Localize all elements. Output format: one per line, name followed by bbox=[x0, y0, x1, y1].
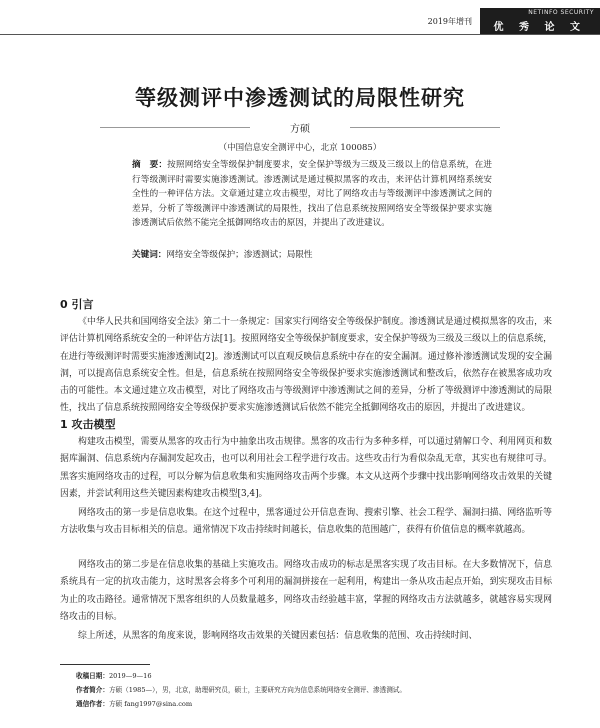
author-affiliation: （中国信息安全测评中心，北京 100085） bbox=[218, 143, 382, 153]
paragraph: 《中华人民共和国网络安全法》第二十一条规定：国家实行网络安全等级保护制度。渗透测试是通过模拟黑客的攻击，来评估计算机网络系统安全的一种评估方法[1]。按照网络安全等级保护制度要求，安全保护等级为三级及三级以上的信息系统，在进行等级测评时需要实施渗透测试[2]。渗透测试可以直观反映信息系统中存在的安全漏洞。通过修补渗透测试发现的安全漏洞，可以提高信息系统安全性。但是，信息系统在按照网络安全等级保护要求实施渗透测试和整改后，依然存在被黑客成功攻击的可能性。本文通过建立攻击模型，对比了网络攻击与等级测评中渗透测试之间的差异，分析了等级测评中渗透测试的局限性，找出了信息系统按照网络安全等级保护要求实施渗透测试后依然不能完全抵御网络攻击的原因，并提出了改进建议。 bbox=[60, 317, 552, 414]
abstract-text: 按照网络安全等级保护制度要求，安全保护等级为三级及三级以上的信息系统，在进行等级测评时需要实施渗透测试。渗透测试是通过模拟黑客的攻击，来评估计算机网络系统安全性的一种评估方法。文章通过建立攻击模型，对比了网络攻击与等级测评中渗透测试之间的差异，分析了等级测评中渗透测试的局限性，找出了信息系统按照网络安全等级保护要求实施渗透测试后依然不能完全抵御网络攻击的原因，并提出了改进建议。 bbox=[132, 160, 492, 229]
section-label: 优 秀 论 文 bbox=[493, 22, 586, 33]
author-rule-right bbox=[350, 127, 500, 128]
paragraph: 构建攻击模型，需要从黑客的攻击行为中抽象出攻击规律。黑客的攻击行为多种多样，可以通过猜解口令、利用网页和数据库漏洞、信息系统内存漏洞发起攻击，也可以利用社会工程学进行攻击。这些攻击行为看似杂乱无章，其实也有规律可寻。黑客实施网络攻击的过程，可以分解为信息收集和实施网络攻击两个步骤。本文从这两个步骤中找出影响网络攻击效果的关键因素，并尝试利用这些关键因素构建攻击模型[3,4]。 bbox=[60, 437, 552, 499]
footnote-contact bbox=[76, 698, 556, 708]
keywords bbox=[132, 248, 492, 260]
section-heading-attack-model: 1 攻击模型 bbox=[60, 418, 116, 431]
keywords-label: 关键词： bbox=[132, 250, 167, 260]
abstract bbox=[132, 158, 492, 231]
issue-label: 2019年增刊 bbox=[427, 17, 472, 26]
bio-text: 方硕（1985—），男，北京，助理研究员，硕士，主要研究方向为信息系统网络安全测评、渗透测试。 bbox=[108, 686, 406, 694]
received-label: 收稿日期： bbox=[76, 672, 109, 680]
paragraph: 网络攻击的第二步是在信息收集的基础上实施攻击。网络攻击成功的标志是黑客实现了攻击目标。在大多数情况下，信息系统具有一定的抗攻击能力，这时黑客会将多个可利用的漏洞拼接在一起利用，构建出一条从攻击起点开始，到实现攻击目标为止的攻击路径。通常情况下黑客组织的人员数量越多，网络攻击经验越丰富，掌握的网络攻击方法就越多，就越容易实现网络攻击的目标。 bbox=[60, 560, 552, 622]
footnote-divider bbox=[60, 664, 150, 665]
section-heading-intro: 0 引言 bbox=[60, 298, 94, 311]
author-name: 方硕 bbox=[290, 124, 310, 135]
footnote-received bbox=[76, 670, 556, 680]
bio-label: 作者简介： bbox=[76, 686, 109, 694]
footnote-bio bbox=[76, 684, 556, 694]
header-divider bbox=[0, 34, 600, 35]
journal-brand: NETINFO SECURITY bbox=[528, 9, 594, 16]
paper-title: 等级测评中渗透测试的局限性研究 bbox=[135, 86, 465, 110]
paragraph: 网络攻击的第一步是信息收集。在这个过程中，黑客通过公开信息查询、搜索引擎、社会工程学、漏洞扫描、网络监听等方法收集与攻击目标相关的信息。通常情况下攻击持续时间越长，信息收集的范围越广，获得有价值信息的概率就越高。 bbox=[60, 508, 552, 536]
received-date: 2019—9—16 bbox=[108, 672, 152, 680]
keywords-text: 网络安全等级保护；渗透测试；局限性 bbox=[166, 250, 313, 260]
author-row bbox=[100, 120, 500, 134]
abstract-label: 摘 要： bbox=[132, 160, 168, 170]
contact-label: 通信作者： bbox=[76, 700, 109, 708]
contact-text: 方硕 fang1997@sina.com bbox=[108, 700, 193, 708]
paragraph: 综上所述，从黑客的角度来说，影响网络攻击效果的关键因素包括：信息收集的范围、攻击持续时间、 bbox=[78, 631, 478, 641]
